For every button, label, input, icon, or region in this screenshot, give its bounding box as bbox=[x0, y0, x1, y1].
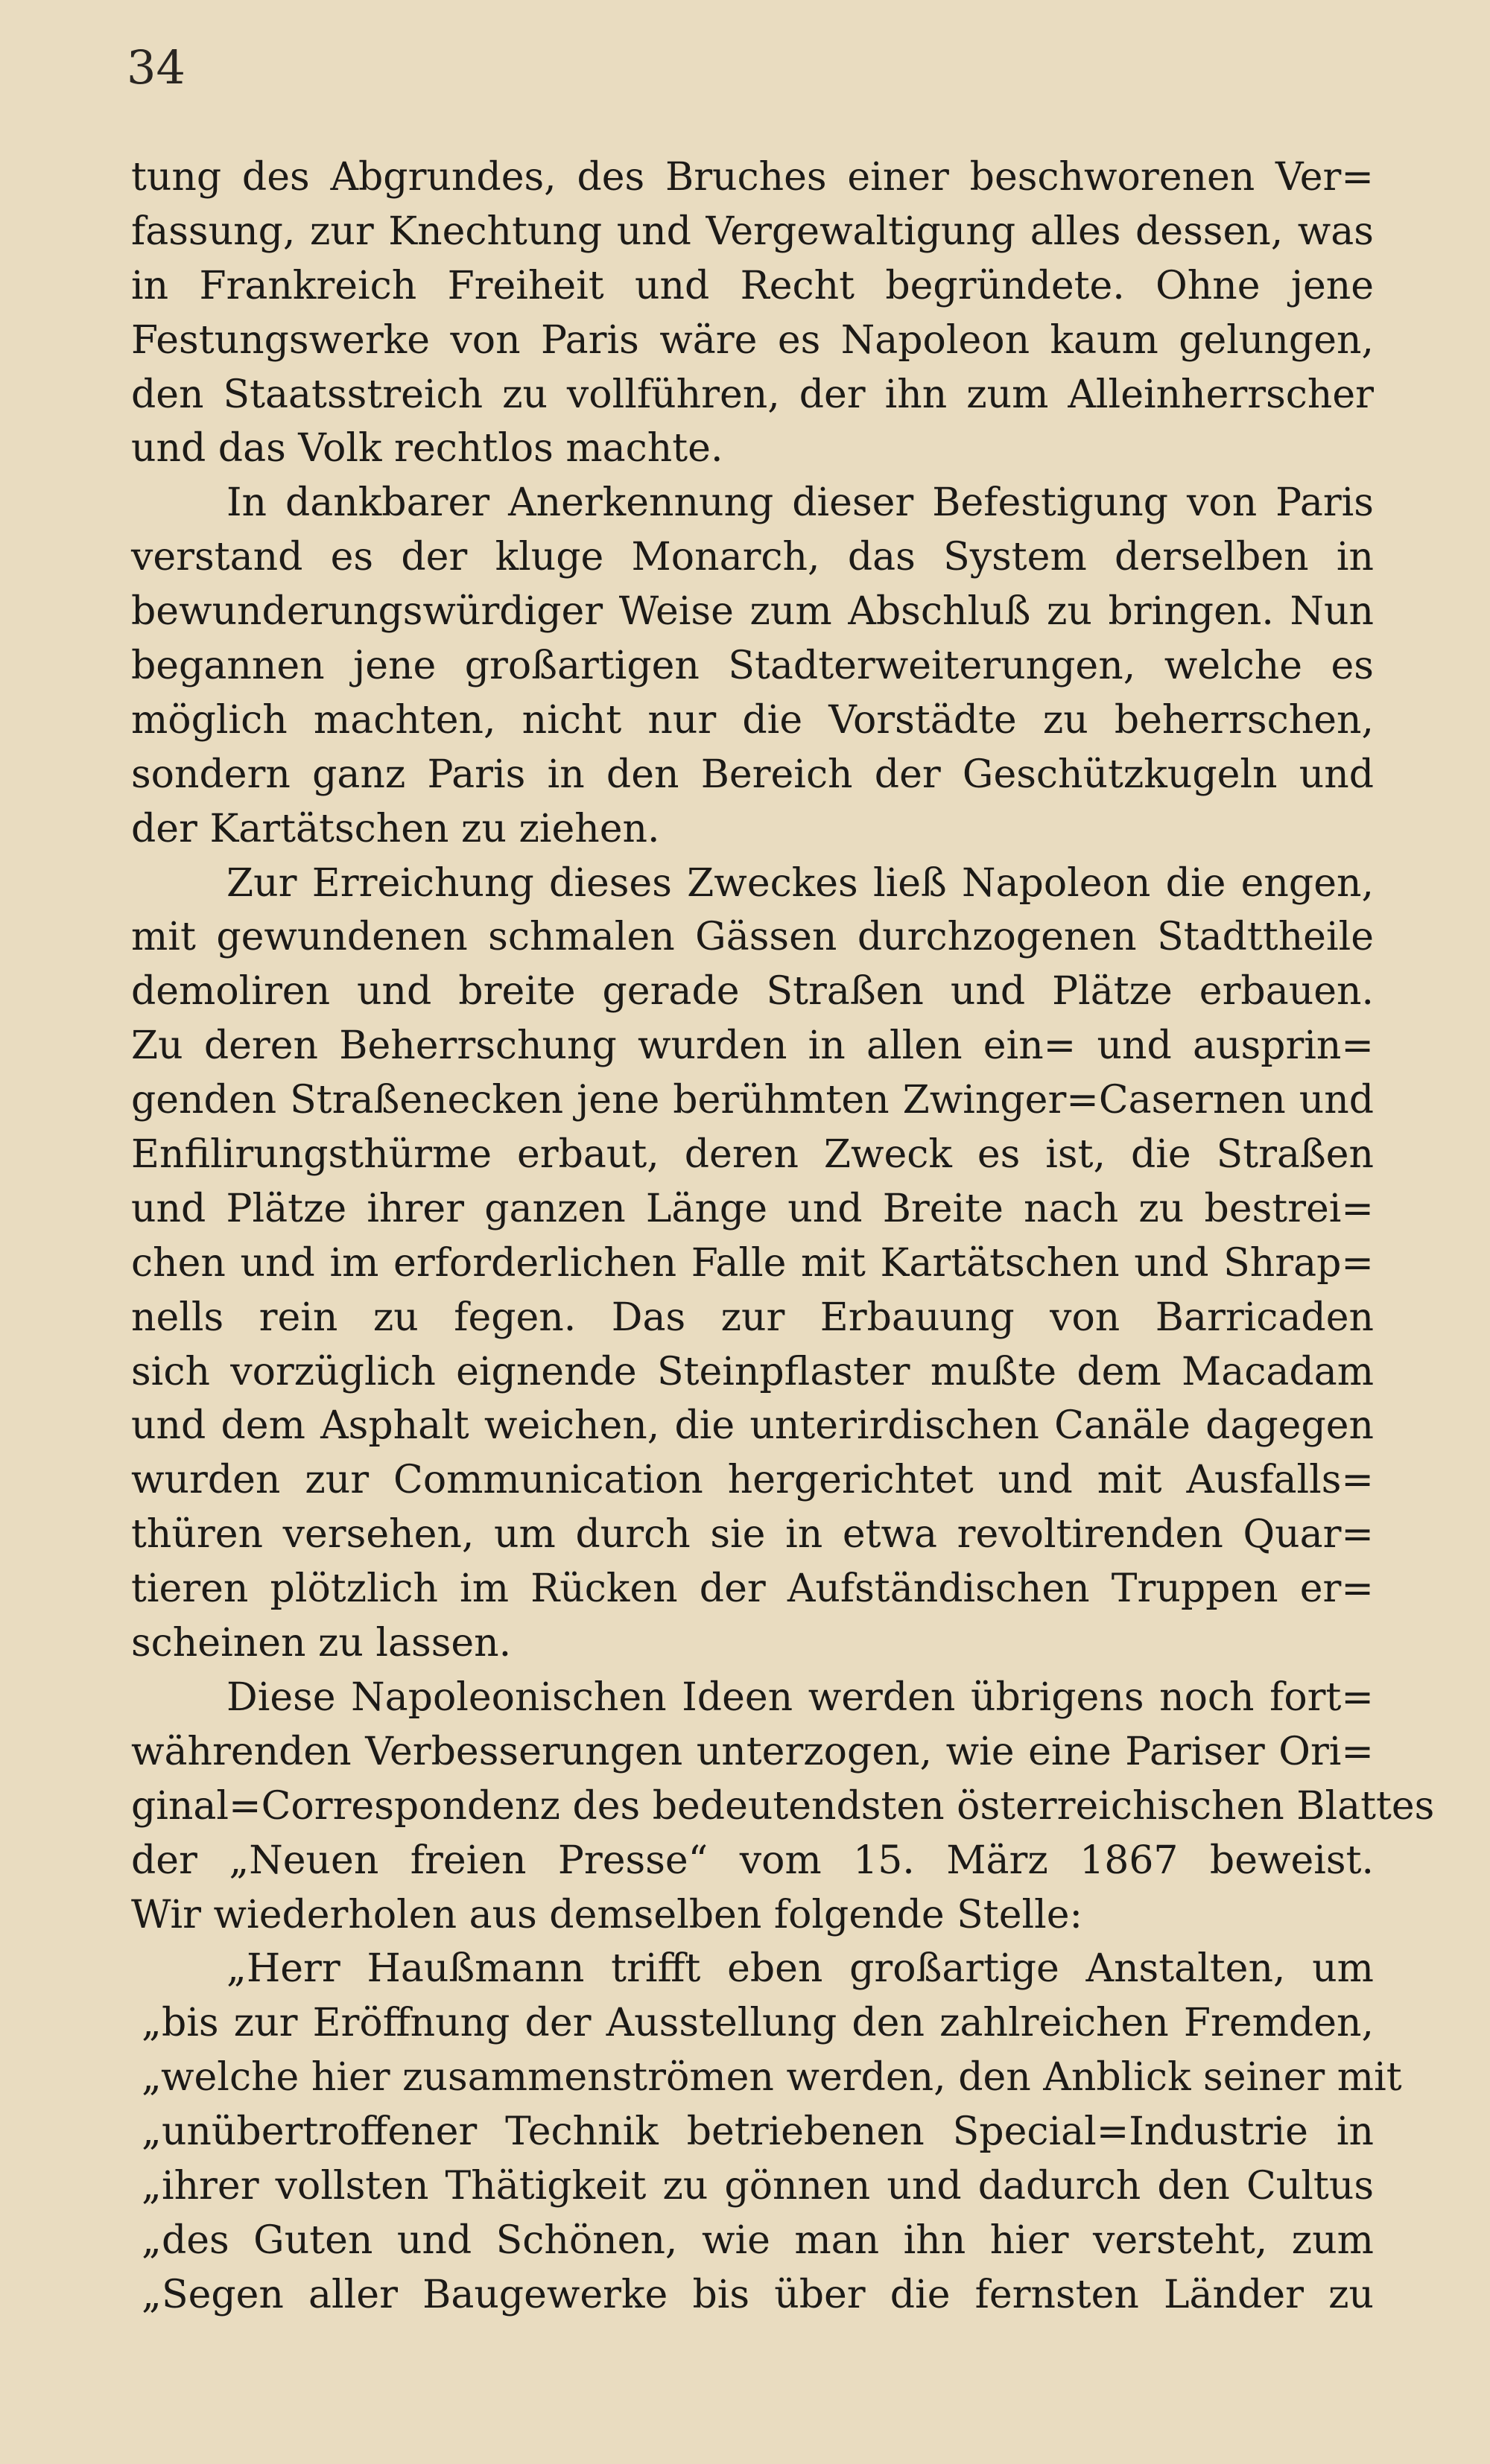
text-line: tung des Abgrundes, des Bruches einer beschworenen Ver= bbox=[131, 155, 1374, 200]
body-text bbox=[131, 150, 1435, 2322]
text-line: Wir wiederholen aus demselben folgende Stelle: bbox=[131, 1892, 1083, 1937]
text-line: Zu deren Beherrschung wurden in allen ein= und ausprin= bbox=[131, 1023, 1374, 1069]
text-line: wurden zur Communication hergerichtet und mit Ausfalls= bbox=[131, 1458, 1374, 1503]
text-line: Diese Napoleonischen Ideen werden übrigens noch fort= bbox=[226, 1674, 1374, 1720]
text-line: scheinen zu lassen. bbox=[131, 1621, 512, 1666]
text-line: chen und im erforderlichen Falle mit Kartätschen und Shrap= bbox=[131, 1240, 1374, 1286]
text-line: verstand es der kluge Monarch, das System derselben in bbox=[131, 535, 1374, 580]
quote-line: „Herr Haußmann trifft eben großartige Anstalten, um bbox=[226, 1946, 1374, 1992]
text-line: währenden Verbesserungen unterzogen, wie eine Pariser Ori= bbox=[131, 1729, 1374, 1774]
text-line: mit gewundenen schmalen Gässen durchzogenen Stadttheile bbox=[131, 915, 1374, 960]
text-line: sondern ganz Paris in den Bereich der Geschützkugeln und bbox=[131, 752, 1374, 797]
text-line: und dem Asphalt weichen, die unterirdischen Canäle dagegen bbox=[131, 1403, 1374, 1449]
text-line: der „Neuen freien Presse“ vom 15. März 1867 beweist. bbox=[131, 1838, 1374, 1883]
text-line: und das Volk rechtlos machte. bbox=[131, 426, 723, 471]
text-line: und Plätze ihrer ganzen Länge und Breite nach zu bestrei= bbox=[131, 1186, 1374, 1231]
text-line: den Staatsstreich zu vollführen, der ihn zum Alleinherrscher bbox=[131, 372, 1374, 417]
quote-line: „unübertroffener Technik betriebenen Special=Industrie in bbox=[142, 2109, 1374, 2155]
text-line: möglich machten, nicht nur die Vorstädte zu beherrschen, bbox=[131, 697, 1374, 743]
quote-line: „Segen aller Baugewerke bis über die fernsten Länder zu bbox=[142, 2272, 1374, 2317]
text-line: ginal=Correspondenz des bedeutendsten österreichischen Blattes bbox=[131, 1783, 1435, 1829]
quote-line: „des Guten und Schönen, wie man ihn hier versteht, zum bbox=[142, 2217, 1374, 2263]
text-line: Zur Erreichung dieses Zweckes ließ Napoleon die engen, bbox=[226, 860, 1374, 906]
page-number: 34 bbox=[127, 40, 186, 95]
text-line: sich vorzüglich eignende Steinpflaster mußte dem Macadam bbox=[131, 1349, 1374, 1394]
text-line: demoliren und breite gerade Straßen und Plätze erbauen. bbox=[131, 969, 1374, 1015]
text-line: begannen jene großartigen Stadterweiterungen, welche es bbox=[131, 644, 1374, 689]
text-line: thüren versehen, um durch sie in etwa revoltirenden Quar= bbox=[131, 1512, 1374, 1558]
text-line: bewunderungswürdiger Weise zum Abschluß zu bringen. Nun bbox=[131, 589, 1374, 635]
text-line: genden Straßenecken jene berühmten Zwinger=Casernen und bbox=[131, 1078, 1374, 1123]
quote-line: „bis zur Eröffnung der Ausstellung den zahlreichen Fremden, bbox=[142, 2001, 1374, 2046]
quote-line: „ihrer vollsten Thätigkeit zu gönnen und dadurch den Cultus bbox=[142, 2163, 1374, 2209]
text-line: in Frankreich Freiheit und Recht begründete. Ohne jene bbox=[131, 263, 1374, 308]
text-line: tieren plötzlich im Rücken der Aufständischen Truppen er= bbox=[131, 1566, 1374, 1612]
text-line: In dankbarer Anerkennung dieser Befestigung von Paris bbox=[226, 480, 1374, 526]
text-line: Festungswerke von Paris wäre es Napoleon kaum gelungen, bbox=[131, 317, 1374, 363]
text-line: Enfilirungsthürme erbaut, deren Zweck es ist, die Straßen bbox=[131, 1132, 1374, 1178]
text-line: nells rein zu fegen. Das zur Erbauung von Barricaden bbox=[131, 1295, 1374, 1340]
text-line: der Kartätschen zu ziehen. bbox=[131, 806, 660, 851]
quote-line: „welche hier zusammenströmen werden, den Anblick seiner mit bbox=[142, 2055, 1402, 2101]
text-line: fassung, zur Knechtung und Vergewaltigung alles dessen, was bbox=[131, 209, 1374, 254]
